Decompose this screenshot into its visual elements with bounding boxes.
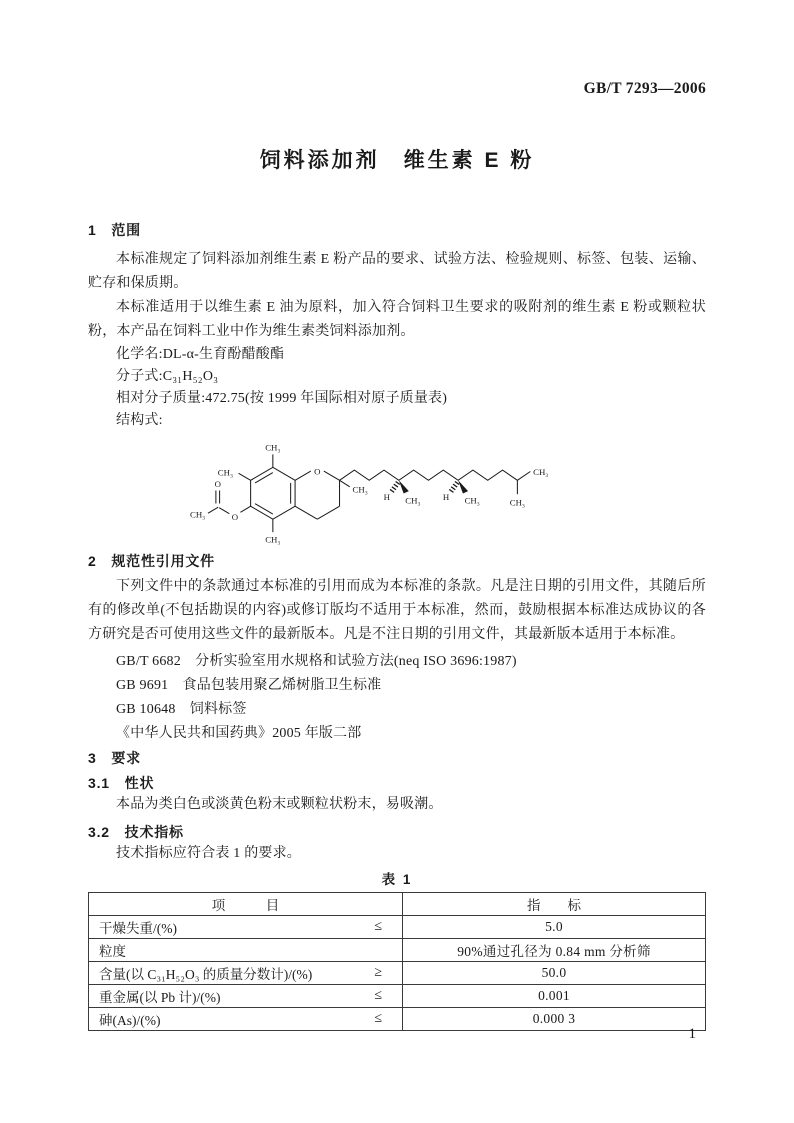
reference-item: 《中华人民共和国药典》2005 年版二部 [116,726,362,741]
row-spec-value: 5.0 [403,916,706,939]
row-comparison-symbol: ≥ [374,965,382,980]
section-3-2-heading: 3.2 技术指标 [88,824,184,840]
pyran-bond [295,471,311,480]
document-title: 饲料添加剂 维生素 E 粉 [259,149,535,172]
bold-wedge [458,480,468,493]
molecular-formula-line: 分子式:C₃₁H₅₂O₃ [116,369,219,384]
row-item-label: 含量(以 C₃₁H₅₂O₃ 的质量分数计)/(%) [99,967,313,982]
reference-item: GB/T 6682 分析实验室用水规格和试验方法(neq ISO 3696:1987) [116,654,517,669]
row-comparison-symbol: ≤ [374,988,382,1003]
table-row [89,916,706,939]
table-1 [88,892,706,1031]
reference-item: GB 10648 饲料标签 [116,702,247,717]
ch3-label: CH₃ [265,442,281,453]
page-number: 1 [688,1026,696,1042]
table-header-spec: 指 标 [403,893,706,916]
h-label: H [383,491,390,502]
section-1-heading: 1 范围 [88,222,141,238]
ch3-label: CH₃ [405,495,421,506]
hashed-wedge [391,482,398,491]
reference-list [88,650,706,746]
hashed-wedge [451,482,458,491]
row-spec-value: 0.000 3 [403,1008,706,1031]
chemical-structure-drawing [184,434,584,547]
row-item-label: 砷(As)/(%) [99,1013,161,1028]
row-spec-value: 0.001 [403,985,706,1008]
structure-caption-line: 结构式: [116,413,163,428]
reference-item: GB 9691 食品包装用聚乙烯树脂卫生标准 [116,678,382,693]
bold-wedge [399,480,409,493]
row-spec-value: 90%通过孔径为 0.84 mm 分析筛 [403,939,706,962]
ch3-label: CH₃ [352,484,368,495]
section-2-paragraph: 下列文件中的条款通过本标准的引用而成为本标准的条款。凡是注日期的引用文件，其随后所有的修改单(不包括勘误的内容)或修订版均不适用于本标准，然而，鼓励根据本标准达成协议的各方研究是否可使用这些文件的最新版本。凡是不注日期的引用文件，其最新版本适用于本标准。 [88,579,706,642]
section-1-paragraph-2: 本标准适用于以维生素 E 油为原料，加入符合饲料卫生要求的吸附剂的维生素 E 粉或颗粒状粉，本产品在饲料工业中作为维生素类饲料添加剂。 [88,300,706,339]
terminal-methyl-bond [517,472,530,481]
ester-bond [219,508,229,514]
table-header-item: 项 目 [89,893,403,916]
section-3-1-heading: 3.1 性状 [88,775,155,791]
ch3-label: CH₃ [509,497,526,508]
row-item-label: 粒度 [99,944,126,959]
table-row [89,939,706,962]
c2-methyl-bond [340,480,350,486]
chemical-name-line: 化学名:DL-α-生育酚醋酸酯 [116,347,285,362]
section-3-heading: 3 要求 [88,750,141,766]
ch3-label: CH₃ [217,467,234,478]
section-3-1-text: 本品为类白色或淡黄色粉末或颗粒状粉末，易吸潮。 [116,797,443,812]
ch3-label: CH₃ [189,509,206,520]
table-row [89,1008,706,1031]
methyl-bond [239,473,251,480]
benzene-ring [251,467,295,519]
row-spec-value: 50.0 [403,962,706,985]
table-1-caption: 表 1 [381,872,413,887]
standard-code: GB/T 7293—2006 [583,80,706,97]
molecular-weight-line: 相对分子质量:472.75(按 1999 年国际相对原子质量表) [116,391,448,406]
structure-figure [184,434,706,549]
table-row [89,962,706,985]
section-2-heading: 2 规范性引用文件 [88,553,215,569]
o-label: O [314,466,321,477]
pyran-bond [317,506,339,519]
row-item-label: 干燥失重/(%) [99,921,177,936]
benzene-double-bond [255,504,273,514]
phytyl-chain [340,470,518,480]
acetyl-methyl-bond [208,507,218,513]
ester-bond [240,506,250,512]
o-label: O [231,512,239,523]
pyran-bond [324,471,340,480]
row-item-label: 重金属(以 Pb 计)/(%) [99,990,221,1005]
ch3-label: CH₃ [464,495,480,506]
section-1-paragraph-1: 本标准规定了饲料添加剂维生素 E 粉产品的要求、试验方法、检验规则、标签、包装、运输、贮存和保质期。 [88,252,706,291]
row-comparison-symbol: ≤ [374,1011,382,1026]
benzene-double-bond [255,473,273,483]
table-row [89,985,706,1008]
ch3-label: CH₃ [533,466,549,477]
h-label: H [442,491,450,502]
section-3-2-text: 技术指标应符合表 1 的要求。 [116,846,301,861]
row-comparison-symbol: ≤ [374,919,382,934]
ch3-label: CH₃ [265,534,281,545]
pyran-bond [295,506,317,519]
table-header-row [89,893,706,916]
o-label: O [214,478,221,489]
